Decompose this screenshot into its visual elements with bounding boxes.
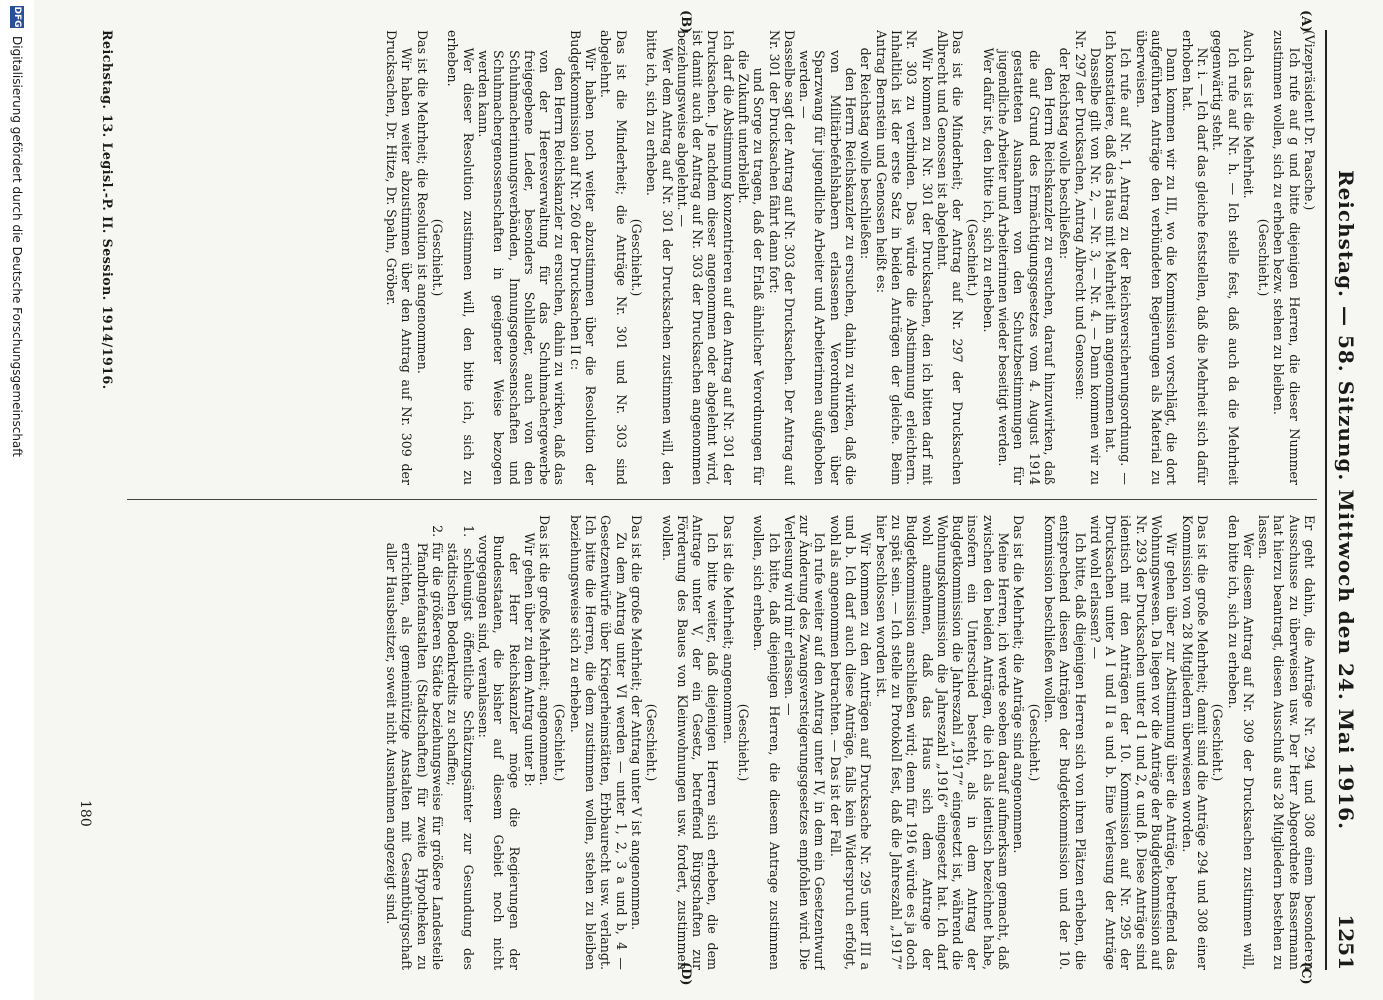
paragraph: Wer diesem Antrag auf Nr. 309 der Drucksachen zustimmen will, den bitte ich, sich zu erheben. [1225,515,1256,970]
paragraph: Wer dieser Resolution zustimmen will, den bitte ich, sich zu erheben. [445,30,476,485]
paragraph: (Vizepräsident Dr. Paasche.) [1302,30,1317,211]
paragraph: Ich rufe auf Nr. 1, Antrag zu der Reichsversicherungsordnung. — Ich konstatiere, daß das Haus mit Mehrheit ihn angenommen hat. [1103,30,1134,485]
paragraph: Wir kommen zu den Anträgen auf Drucksache Nr. 295 unter III a und b. Ich darf auch diese Anträge, falls kein Widerspruch erfolgt, wohl als angenommen betrachten. — Das ist der Fall. [827,515,874,970]
paragraph: Ich bitte, daß diejenigen Herren sich von ihren Plätzen erheben, die entsprechend diesen Anträgen der Budgetkommission und der 10. Kommission beschließen wollen. [1041,515,1088,970]
paragraph: Das ist die Minderheit; der Antrag auf Nr. 297 der Drucksachen Albrecht und Genossen ist abgelehnt. [934,30,966,485]
paragraph: (Geschieht.) [1026,703,1042,782]
paragraph: (Geschieht.) [965,218,981,297]
paragraph: Das ist die Minderheit; die Anträge Nr. 301 und Nr. 303 sind abgelehnt. [598,30,629,485]
paragraph: Ich rufe weiter auf den Antrag unter IV, in dem ein Gesetzentwurf zur Änderung des Zwangsversteigerungsgesetzes empfohlen wird. Die Verlesung wird mir erlassen. — [781,515,828,970]
right-column [127,515,1317,970]
paragraph: Das ist die Mehrheit; die Resolution ist angenommen. [414,30,430,374]
paragraph: Das ist die große Mehrheit; angenommen. [537,515,553,786]
paragraph: Nr. i. — Ich darf das gleiche feststellen, daß die Mehrheit sich dafür erhoben hat. [1179,30,1210,485]
paragraph: Wir gehen über zu dem Antrag unter B: [521,532,537,787]
page-number: 1251 [1334,914,1358,970]
paragraph: Dasselbe gilt von Nr. 2, — Nr. 3, — Nr. 4. — Dann kommen wir zu Nr. 297 der Drucksachen, Antrag Albrecht und Genossen: [1072,30,1103,485]
paragraph: Wir kommen zu Nr. 301 der Drucksachen, den ich bitten darf mit Nr. 303 zu verbinden. Das würde die Abstimmung erleichtern. Inhaltlich ist der erste Satz in beiden Anträgen der gleiche. Beim Antrag Bernstein und Genossen heißt es: [873,30,935,485]
margin-marker-a: (A) [1298,10,1313,33]
paragraph: (Geschieht.) [628,218,644,297]
footer-citation: Reichstag. 13. Legisl.-P. II. Session. 1914/1916. [100,30,115,390]
paragraph: den Herrn Reichskanzler zu ersuchen, dahin zu wirken, daß die von Militärbefehlshabern erlassenen Verordnungen über Sparzwang für jugendliche Arbeiter und Arbeiterinnen aufgehoben werden. — [797,50,859,485]
column-divider [127,499,1317,500]
paragraph: Das ist die große Mehrheit; damit sind die Anträge 294 und 308 einer Kommission von 28 Mitgliedern überwiesen worden. [1179,515,1210,970]
paragraph: Ich bitte weiter, daß diejenigen Herren sich erheben, die dem Antrage unter V, der ein Gesetz, betreffend Bürgschaften zur Förderung des Baues von Kleinwohnungen usw. fordert, zustimmen wollen. [659,515,721,970]
paragraph: Wer dafür ist, den bitte ich, sich zu erheben. [980,47,996,333]
paragraph: Er geht dahin, die Anträge Nr. 294 und 308 einem besonderen Ausschusse zu überweisen usw. Der Herr Abgeordnete Bassermann hat hierzu beantragt, diesen Ausschuß aus 28 Mitgliedern bestehen zu lassen. [1256,515,1317,970]
paragraph: Wir gehen über zur Abstimmung über die Anträge, betreffend das Wohnungswesen. Da liegen vor die Anträge der Budgetkommission auf Nr. 293 der Drucksachen unter d 1 und 2, α und β. Diese Anträge sind identisch mit den Anträgen der 10. Kommission auf Nr. 295 der Drucksachen unter A I und II a und b. Eine Verlesung der Anträge wird wohl erlassen? — [1087,515,1180,970]
left-column [127,30,1317,485]
paragraph: und Sorge zu tragen, daß der Erlaß ähnlicher Verordnungen für die Zukunft unterbleibt. [736,50,767,485]
paragraph: (Geschieht.) [430,218,446,297]
margin-marker-d: (D) [678,962,693,986]
paragraph: Wir haben noch weiter abzustimmen über die Resolution der Budgetkommission auf Nr. 260 der Drucksachen II c: [567,30,599,485]
digitization-note [0,0,34,1000]
paragraph: Zu dem Antrag unter VI werden — unter 1, 2, 3 a und b, 4 — Gesetzentwürfe über Kriegerheimstätten, Erbbaurecht usw. verlangt. Ich bitte die Herren, die dem zustimmen wollen, stehen zu bleiben beziehungsweise sich zu erheben. [567,515,629,970]
paragraph: den Herrn Reichskanzler zu ersuchen, darauf hinzuwirken, daß die auf Grund des Ermächtigungsgesetzes vom 4. August 1914 gestatteten Ausnahmen von den Schutzbestimmungen für jugendliche Arbeiter und Arbeiterinnen wieder beseitigt werden. [996,50,1057,485]
paragraph: (Geschieht.) [1210,703,1226,782]
paragraph: Wer dem Antrag auf Nr. 301 der Drucksachen zustimmen will, den bitte ich, sich zu erheben. [644,30,675,485]
paragraph: Meine Herren, ich werde soeben darauf aufmerksam gemacht, daß zwischen den beiden Anträgen, die ich als identisch bezeichnet habe, insofern ein Unterschied besteht, als in dem Antrag der Budgetkommission die Jahreszahl „1917“ eingesetzt ist, während die Wohnungskommission die Jahreszahl „1916“ eingesetzt hat. Ich darf wohl annehmen, daß das Haus sich dem Antrage der Budgetkommission anschließen wird; denn für 1916 würde es ja doch zu spät sein. — Ich stelle zu Protokoll fest, daß die Jahreszahl „1917“ hier beschlossen worden ist. [873,515,1012,970]
header-rule [1325,30,1327,970]
paragraph: Das ist die Mehrheit; die Anträge sind angenommen. [1011,515,1027,854]
folio-number: 180 [77,800,93,827]
paragraph: Dasselbe sagt der Antrag auf Nr. 303 der Drucksachen. Der Antrag auf Nr. 301 der Drucksachen fährt dann fort: [766,30,797,485]
paragraph: Das ist die Mehrheit; angenommen. [720,515,736,744]
digitization-note-text: Digitalisierung gefördert durch die Deutsche Forschungsgemeinschaft [10,36,24,458]
paragraph: den Herrn Reichskanzler zu ersuchen, dahin zu wirken, daß das von der Heeresverwaltung für das Schuhmachergewerbe freigegebene Leder, besonders Sohlleder, auch von den Schuhmacherinnungsverbänden, Innungsgenossenschaften und Schuhmachergenossenschaften in geeigneter Weise bezogen werden kann. [475,50,568,485]
paragraph: der Herr Reichskanzler möge die Regierungen der Bundesstaaten, die bisher auf diesem Gebiet noch nicht vorgegangen sind, veranlassen: [475,535,522,970]
margin-marker-c: (C) [1298,962,1313,985]
page-header [1331,30,1361,970]
paragraph: Ich rufe auf g und bitte diejenigen Herren, die dieser Nummer zustimmen wollen, sich zu erheben bezw. stehen zu bleiben. [1271,30,1302,485]
paragraph: (Geschieht.) [1256,218,1272,297]
paragraph: 1. schleunigst öffentliche Schätzungsämter zur Gesundung des städtischen Bodenkredits zu schaffen; [445,525,476,970]
paragraph: der Reichstag wolle beschließen: [858,47,874,260]
paragraph: (Geschieht.) [736,703,752,782]
paragraph: Auch das ist die Mehrheit. [1240,30,1256,199]
paragraph: Ich darf die Abstimmung konzentrieren auf den Antrag auf Nr. 301 der Drucksachen. Je nachdem dieser angenommen oder abgelehnt wird, ist damit auch der Antrag auf Nr. 303 der Drucksachen angenommen beziehungsweise abgelehnt. — [674,30,736,485]
paragraph: Wir haben weiter abzustimmen über den Antrag auf Nr. 309 der Drucksachen, Dr. Hitze, Dr. Spahn, Gröber. [384,30,415,485]
page-title: Reichstag. — 58. Sitzung. Mittwoch den 24. Mai 1916. [1334,169,1358,831]
paragraph: (Geschieht.) [552,703,568,782]
paragraph: der Reichstag wolle beschließen: [1057,47,1073,260]
margin-marker-b: (B) [678,10,693,34]
paragraph: (Geschieht.) [644,703,660,782]
paragraph: Ich rufe auf Nr. h. — Ich stelle fest, daß auch da die Mehrheit gegenwärtig steht. [1210,30,1241,485]
paragraph: Ich bitte, daß diejenigen Herren, die diesem Antrage zustimmen wollen, sich erheben. [751,515,782,970]
paragraph: Das ist die große Mehrheit; der Antrag unter V ist angenommen. [628,515,644,931]
paragraph: Dann kommen wir zu III, wo die Kommission vorschlägt, die dort aufgeführten Anträge den verbündeten Regierungen als Material zu überweisen. [1133,30,1180,485]
paragraph: 2. für die größeren Städte beziehungsweise für größere Landesteile Pfandbriefanstalten (Stadtschaften) für zweite Hypotheken zu errichten, als gemeinnützige Anstalten mit Gesamtbürgschaft aller Hausbesitzer, soweit nicht Ausnahmen angezeigt sind. [384,525,446,970]
dfg-logo-icon: DFG [12,6,22,28]
